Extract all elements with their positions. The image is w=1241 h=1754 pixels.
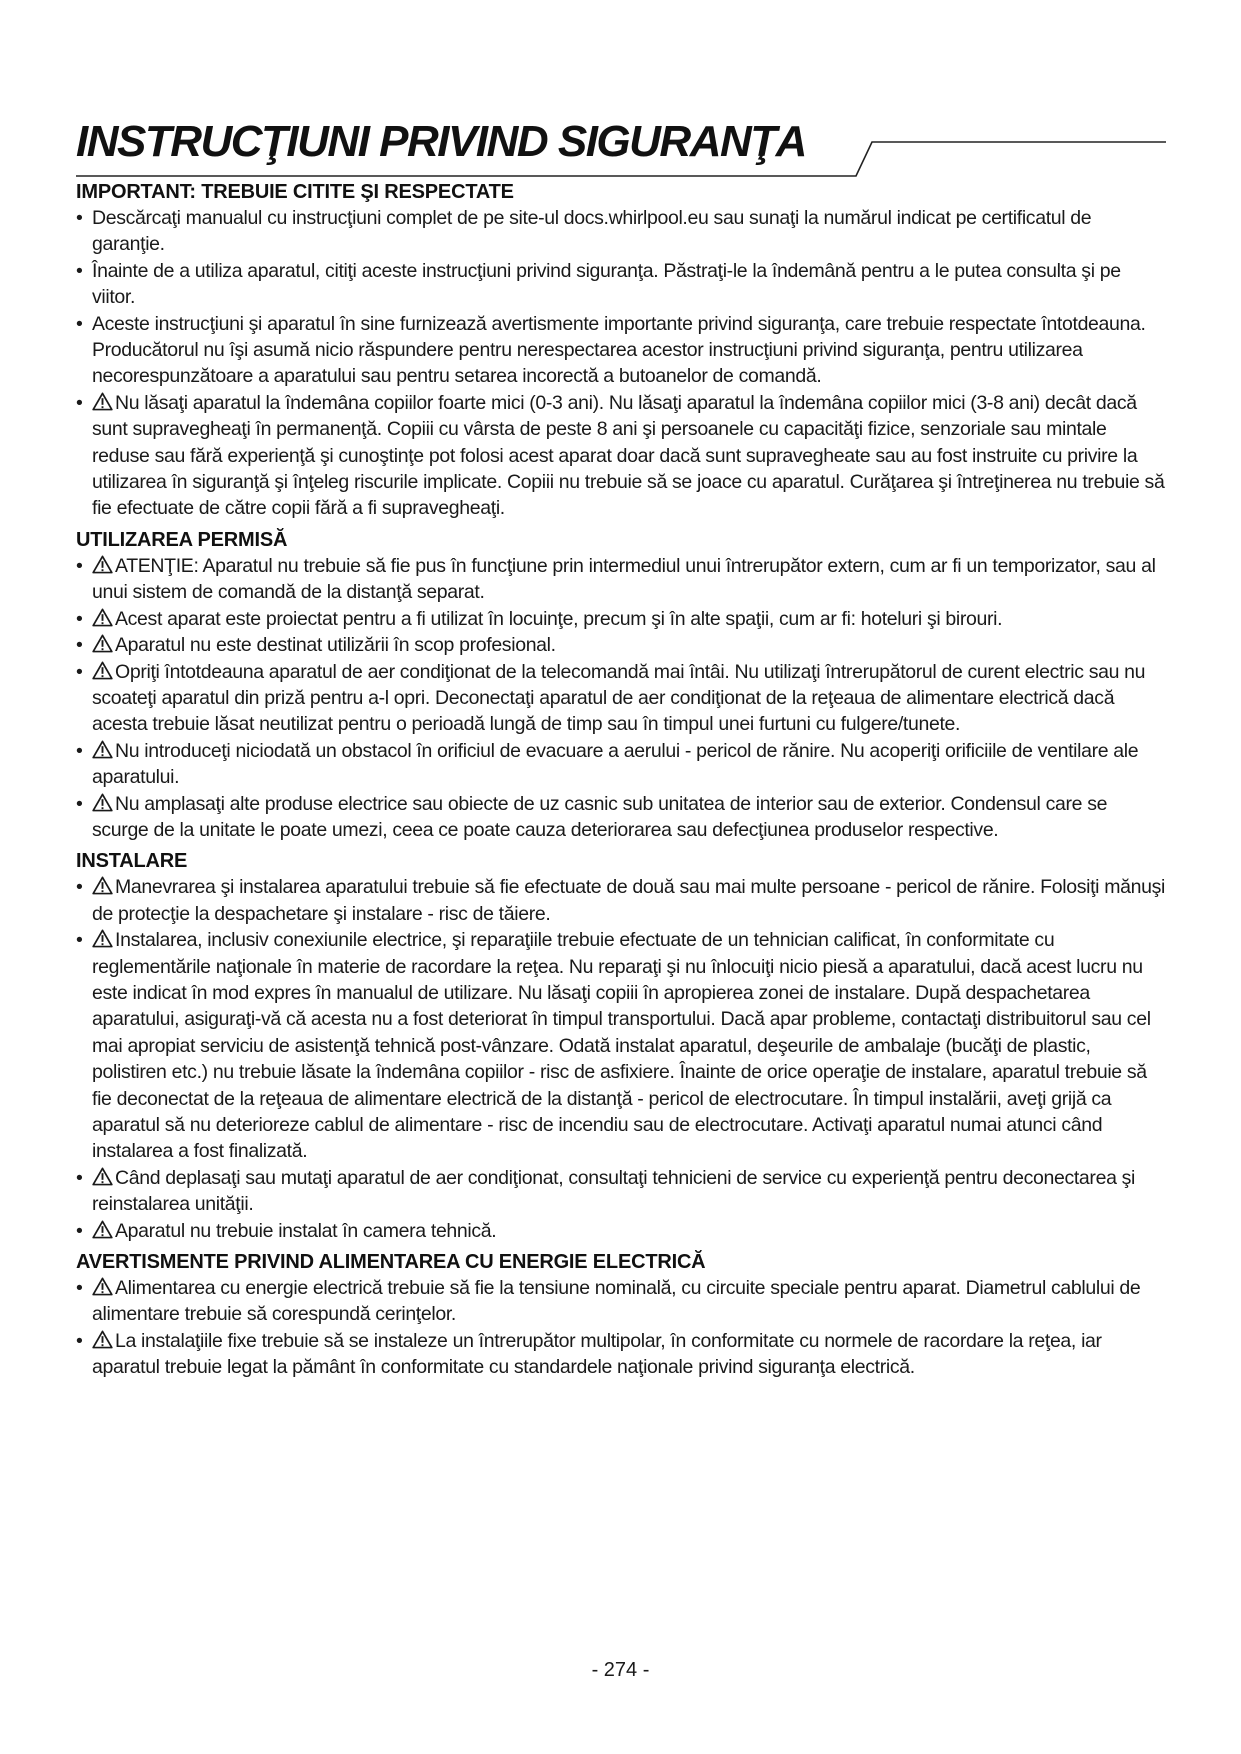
bullet-dot: • (76, 792, 83, 815)
warning-triangle-icon (92, 392, 113, 411)
safety-content (76, 180, 1166, 1381)
list-item-text: Înainte de a utiliza aparatul, citiţi aceste instrucţiuni privind siguranţa. Păstraţi-le la îndemână pentru a le putea consulta şi pe viitor. (92, 259, 1121, 309)
list-item (76, 632, 1166, 658)
list-item (76, 659, 1166, 738)
bullet-dot: • (76, 929, 83, 952)
warning-triangle-icon (92, 1167, 113, 1186)
list-item-text: La instalaţiile fixe trebuie să se instaleze un întrerupător multipolar, în conformitate cu normele de racordare la reţea, iar aparatul trebuie legat la pământ în conformitate cu standardele naţionale privind siguranţa electrică. (92, 1329, 1102, 1379)
bullet-dot: • (76, 1277, 83, 1300)
list-item (76, 205, 1166, 258)
bullet-dot: • (76, 207, 83, 229)
page-number: - 274 - (591, 1659, 650, 1681)
bullet-dot: • (76, 607, 83, 630)
bullet-dot: • (76, 554, 83, 577)
list-item-text: Aparatul nu trebuie instalat în camera tehnică. (115, 1219, 497, 1242)
list-item-text: Nu introduceţi niciodată un obstacol în orificiul de evacuare a aerului - pericol de rănire. Nu acoperiţi orificiile de ventilare ale aparatului. (92, 739, 1139, 789)
section-list (76, 205, 1166, 522)
list-item-text: Nu amplasaţi alte produse electrice sau obiecte de uz casnic sub unitatea de interior sau de exterior. Condensul care se scurge de la unitate le poate umezi, ceea ce poate cauza deteriorarea sau defecţiunea produselor respective. (92, 792, 1108, 841)
warning-triangle-icon (92, 929, 113, 948)
section-heading: IMPORTANT: TREBUIE CITITE ŞI RESPECTATE (76, 181, 514, 203)
list-item-text: Manevrarea şi instalarea aparatului trebuie să fie efectuate de două sau mai multe persoane - pericol de rănire. Folosiţi mănuşi de protecţie la despachetare şi instalare - risc de tăiere. (92, 876, 1165, 925)
warning-triangle-icon (92, 1330, 113, 1349)
list-item-text: Alimentarea cu energie electrică trebuie să fie la tensiune nominală, cu circuite speciale pentru aparat. Diametrul cablului de alimentare trebuie să corespundă cerinţelor. (92, 1277, 1141, 1326)
warning-triangle-icon (92, 1277, 113, 1296)
list-item-text: Aceste instrucţiuni şi aparatul în sine furnizează avertismente importante privind siguranţa, care trebuie respectate întotdeauna. Producătorul nu îşi asumă nicio răspundere pentru nerespectarea acestor instrucţiuni privind siguranţa, pentru utilizarea necorespunzătoare a aparatului sau pentru setarea incorectă a butoanelor de comandă. (92, 312, 1146, 388)
title-block (76, 112, 1166, 184)
bullet-dot: • (76, 391, 83, 414)
bullet-dot: • (76, 1219, 83, 1242)
list-item (76, 738, 1166, 791)
list-item (76, 311, 1166, 390)
list-item (76, 606, 1166, 632)
section-heading: UTILIZAREA PERMISĂ (76, 528, 288, 551)
list-item-text: ATENŢIE: Aparatul nu trebuie să fie pus în funcţiune prin intermediul unui întrerupător extern, cum ar fi un temporizator, sau al unui sistem de comandă de la distanţă separat. (92, 554, 1156, 604)
list-item-text: Nu lăsaţi aparatul la îndemâna copiilor foarte mici (0-3 ani). Nu lăsaţi aparatul la îndemâna copiilor mici (3-8 ani) decât dacă sunt supravegheaţi în permanenţă. Copiii cu vârsta de peste 8 ani şi persoanele cu capacităţi fizice, senzoriale sau mintale reduse sau fără experienţă şi cunoştinţe pot folosi acest aparat doar dacă sunt supravegheate sau au fost instruite cu privire la utilizarea în siguranţă şi înţeleg riscurile implicate. Copiii nu trebuie să se joace cu aparatul. Curăţarea şi întreţinerea nu trebuie să fie efectuate de către copii fără a fi supravegheaţi. (92, 391, 1165, 520)
list-item (76, 553, 1166, 606)
list-item-text: Aparatul nu este destinat utilizării în scop profesional. (115, 634, 556, 657)
list-item (76, 791, 1166, 844)
bullet-dot: • (76, 660, 83, 683)
warning-triangle-icon (92, 1220, 113, 1239)
section-heading: AVERTISMENTE PRIVIND ALIMENTAREA CU ENERGIE ELECTRICĂ (76, 1251, 706, 1274)
page-title: INSTRUCŢIUNI PRIVIND SIGURANŢA (76, 117, 806, 166)
list-item-text: Opriţi întotdeauna aparatul de aer condiţionat de la telecomandă mai întâi. Nu utilizaţi întrerupătorul de curent electric sau nu scoateţi aparatul din priză pentru a-l opri. Deconectaţi aparatul de aer condiţionat de la reţeaua de alimentare electrică dacă acesta trebuie lăsat neutilizat pentru o perioadă lungă de timp sau în timpul unei furtuni cu fulgere/tunete. (92, 660, 1146, 736)
list-item (76, 258, 1166, 311)
section-list (76, 874, 1166, 1244)
bullet-dot: • (76, 876, 83, 899)
list-item (76, 390, 1166, 522)
bullet-dot: • (76, 634, 83, 657)
list-item-text: Acest aparat este proiectat pentru a fi utilizat în locuinţe, precum şi în alte spaţii, cum ar fi: hoteluri şi birouri. (115, 607, 1003, 630)
warning-triangle-icon (92, 876, 113, 895)
list-item-text: Când deplasaţi sau mutaţi aparatul de aer condiţionat, consultaţi tehnicieni de service cu experienţă pentru deconectarea şi reinstalarea unităţii. (92, 1166, 1136, 1216)
bullet-dot: • (76, 259, 83, 282)
bullet-dot: • (76, 312, 83, 335)
warning-triangle-icon (92, 555, 113, 574)
list-item (76, 927, 1166, 1165)
warning-triangle-icon (92, 634, 113, 653)
list-item (76, 874, 1166, 927)
list-item-text: Instalarea, inclusiv conexiunile electrice, şi reparaţiile trebuie efectuate de un tehnician calificat, în conformitate cu reglementările naţionale în materie de racordare la reţea. Nu reparaţi şi nu înlocuiţi nicio piesă a aparatului, dacă acest lucru nu este indicat în mod expres în manualul de utilizare. Nu lăsaţi copiii în apropierea zonei de instalare. După despachetarea aparatului, asiguraţi-vă că acesta nu a fost deteriorat în timpul transportului. Dacă apar probleme, contactaţi distribuitorul sau cel mai apropiat serviciu de asistenţă tehnică post-vânzare. Odată instalat aparatul, deşeurile de ambalaje (bucăţi de plastic, polistiren etc.) nu trebuie lăsate la îndemâna copiilor - risc de asfixiere. Înainte de orice operaţie de instalare, aparatul trebuie să fie deconectat de la reţeaua de alimentare electrică de la distanţă - pericol de electrocutare. În timpul instalării, aveţi grijă ca aparatul să nu deterioreze cablul de alimentare - risc de incendiu sau de electrocutare. Activaţi aparatul numai atunci când instalarea a fost finalizată. (92, 929, 1151, 1163)
warning-triangle-icon (92, 740, 113, 759)
list-item (76, 1165, 1166, 1218)
list-item (76, 1275, 1166, 1328)
warning-triangle-icon (92, 608, 113, 627)
warning-triangle-icon (92, 661, 113, 680)
warning-triangle-icon (92, 793, 113, 812)
bullet-dot: • (76, 1166, 83, 1189)
bullet-dot: • (76, 739, 83, 762)
list-item (76, 1218, 1166, 1244)
section-list (76, 1275, 1166, 1381)
section-list (76, 553, 1166, 843)
list-item (76, 1328, 1166, 1381)
list-item-text: Descărcaţi manualul cu instrucţiuni complet de pe site-ul docs.whirlpool.eu sau sunaţi la numărul indicat pe certificatul de garanţie. (92, 207, 1092, 256)
section-heading: INSTALARE (76, 850, 188, 873)
bullet-dot: • (76, 1329, 83, 1352)
